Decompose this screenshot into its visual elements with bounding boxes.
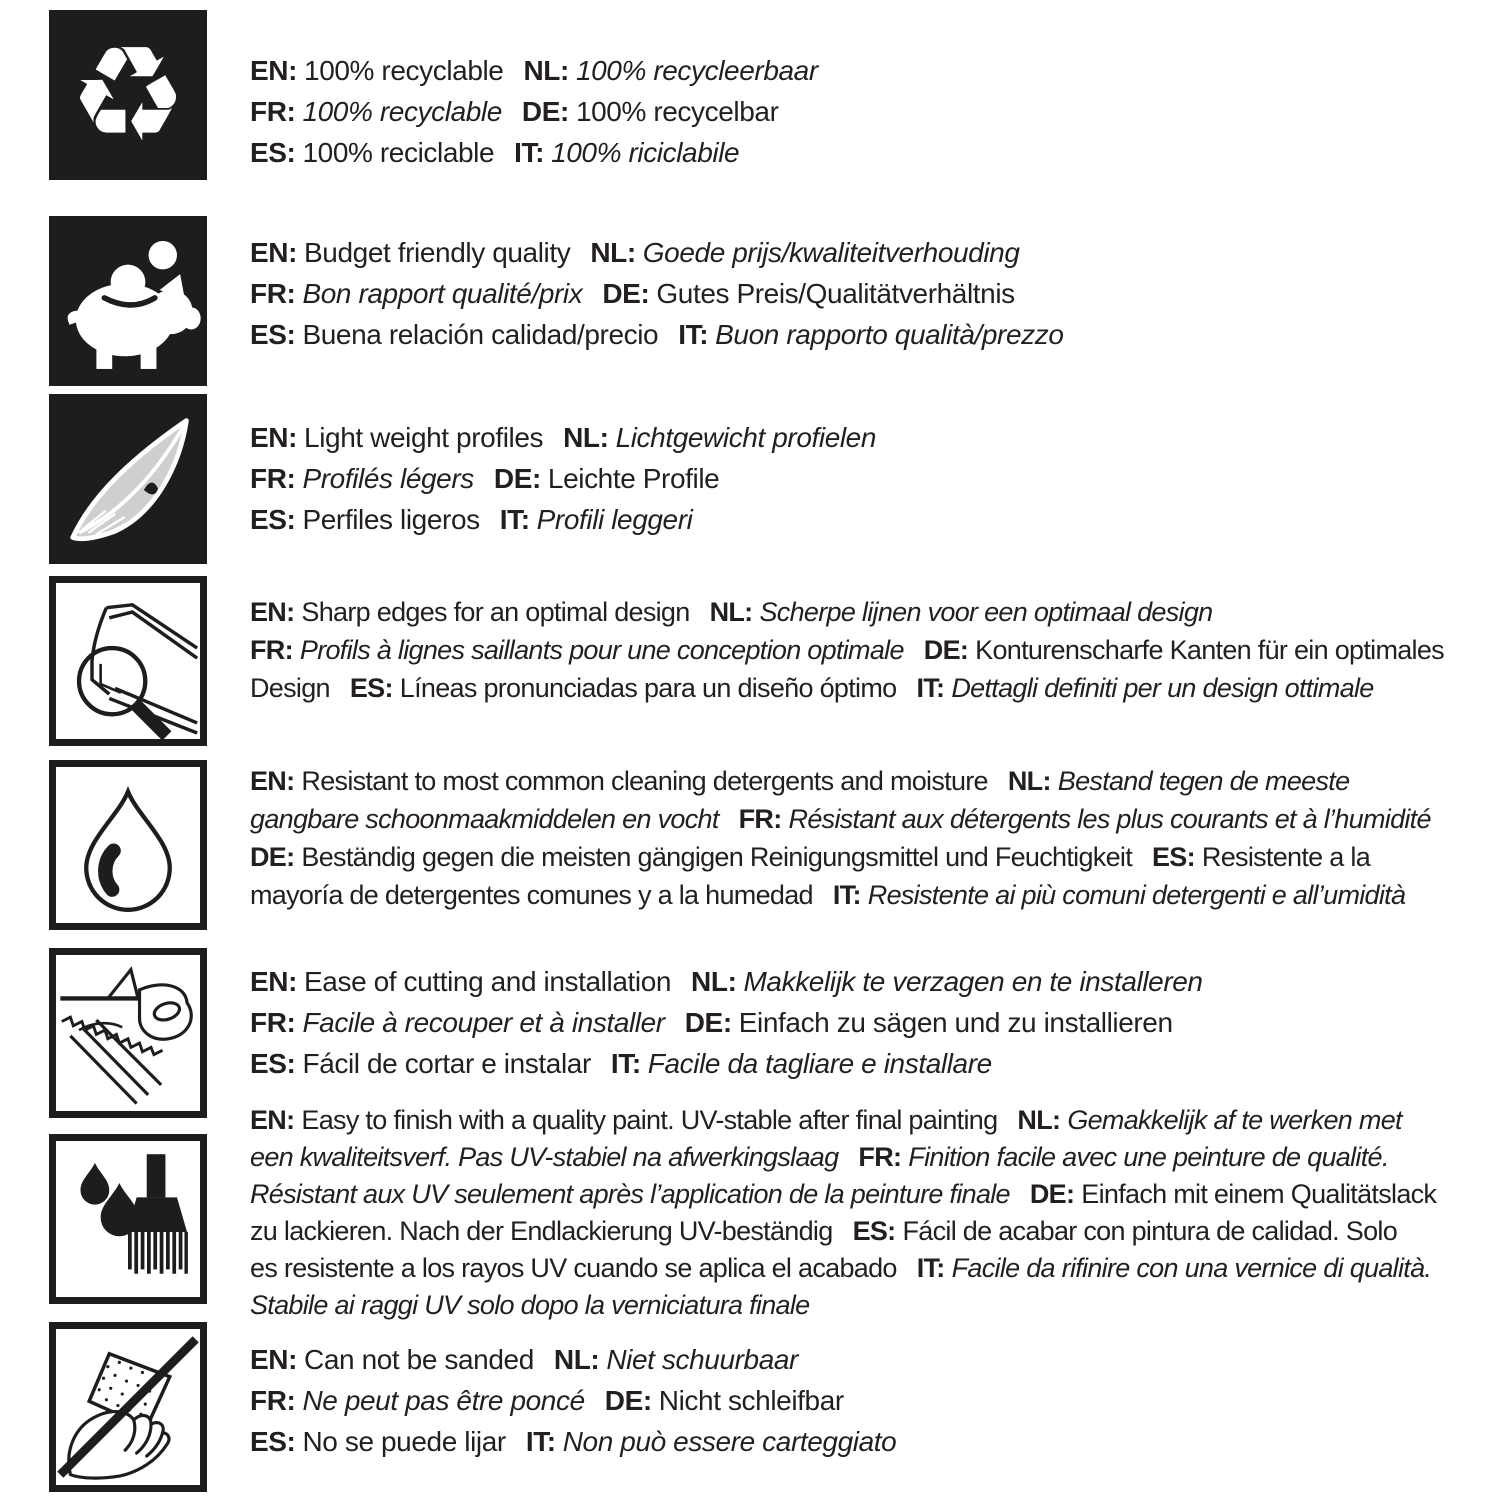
feather-icon <box>49 394 207 564</box>
lang-label: DE: <box>521 96 569 127</box>
text-line <box>250 273 1495 314</box>
lang-segment-en <box>250 766 988 796</box>
lang-text: Perfiles ligeros <box>302 504 480 535</box>
lang-text: Bestand tegen de meeste <box>1057 766 1350 796</box>
text-line <box>250 961 1495 1002</box>
text-line <box>250 1250 1495 1287</box>
feature-row <box>49 576 1494 746</box>
lang-segment-nl <box>563 422 876 453</box>
lang-label: IT: <box>832 880 861 910</box>
lang-text: Dettagli definiti per un design ottimale <box>951 673 1374 703</box>
lang-segment-de <box>605 1385 844 1416</box>
lang-text: Einfach zu sägen und zu installieren <box>738 1007 1173 1038</box>
lang-text: Nicht schleifbar <box>658 1385 844 1416</box>
lang-text: Profili leggeri <box>536 504 693 535</box>
lang-text: 100% recycleerbaar <box>575 55 818 86</box>
water-droplet-icon <box>49 760 207 930</box>
text-line <box>250 1002 1495 1043</box>
lang-text: Scherpe lijnen voor een optimaal design <box>759 597 1213 627</box>
lang-label: EN: <box>250 422 298 453</box>
text-line <box>250 838 1495 876</box>
lang-text: Easy to finish with a quality paint. UV-stable after final painting <box>301 1105 998 1135</box>
lang-label: EN: <box>250 1344 298 1375</box>
text-line <box>250 91 1495 132</box>
lang-text: Profilés légers <box>302 463 474 494</box>
lang-text: Buena relación calidad/precio <box>302 319 659 350</box>
lang-text: 100% riciclabile <box>551 137 740 168</box>
lang-segment-es <box>250 1426 506 1457</box>
lang-segment-it <box>514 137 739 168</box>
lang-label: IT: <box>514 137 545 168</box>
lang-text: Gutes Preis/Qualitätverhältnis <box>656 278 1015 309</box>
lang-text: Gemakkelijk af te werken met <box>1067 1105 1402 1135</box>
lang-text: gangbare schoonmaakmiddelen en vocht <box>250 804 719 834</box>
lang-text: Resistente a la <box>1201 842 1371 872</box>
lang-label: NL: <box>590 237 636 268</box>
lang-segment-nl <box>1008 766 1350 796</box>
lang-segment-continuation <box>250 673 330 703</box>
lang-segment-fr <box>250 1385 585 1416</box>
feature-text <box>250 593 1495 707</box>
sharp-edge-magnifier-icon <box>49 576 207 746</box>
lang-label: FR: <box>250 635 293 665</box>
lang-segment-en <box>250 422 543 453</box>
lang-label: NL: <box>1017 1105 1061 1135</box>
feature-row <box>49 1105 1494 1320</box>
text-line <box>250 417 1495 458</box>
lang-text: Finition facile avec une peinture de qualité. <box>908 1142 1389 1172</box>
feature-row <box>49 1322 1494 1492</box>
lang-label: DE: <box>684 1007 732 1038</box>
lang-text: Facile à recouper et à installer <box>302 1007 665 1038</box>
lang-label: NL: <box>1007 766 1051 796</box>
paint-brush-icon <box>49 1134 207 1304</box>
text-line <box>250 458 1495 499</box>
lang-text: es resistente a los rayos UV cuando se aplica el acabado <box>250 1253 897 1283</box>
feature-row <box>49 948 1494 1118</box>
lang-text: Resistant to most common cleaning detergents and moisture <box>301 766 988 796</box>
lang-label: ES: <box>1152 842 1195 872</box>
lang-text: Design <box>250 673 330 703</box>
lang-text: Einfach mit einem Qualitätslack <box>1081 1179 1437 1209</box>
text-line <box>250 1213 1495 1250</box>
lang-segment-de <box>602 278 1014 309</box>
saw-shape <box>56 955 200 1111</box>
lang-segment-en <box>250 597 690 627</box>
lang-text: 100% recyclable <box>302 96 502 127</box>
lang-segment-es <box>350 673 897 703</box>
lang-segment-de <box>494 463 719 494</box>
text-line <box>250 876 1495 914</box>
lang-text: Facile da rifinire con una vernice di qualità. <box>951 1253 1432 1283</box>
lang-label: IT: <box>610 1048 641 1079</box>
lang-text: Ease of cutting and installation <box>304 966 672 997</box>
lang-text: 100% recyclable <box>304 55 504 86</box>
feature-row <box>49 216 1494 386</box>
lang-text: Leichte Profile <box>547 463 720 494</box>
feature-text <box>250 1339 1495 1462</box>
lang-text: Buon rapporto qualità/prezzo <box>715 319 1064 350</box>
lang-segment-de <box>250 842 1132 872</box>
lang-label: IT: <box>916 1253 945 1283</box>
text-line <box>250 1043 1495 1084</box>
lang-segment-fr <box>858 1142 1388 1172</box>
paint-brush-shape <box>56 1141 200 1297</box>
lang-text: No se puede lijar <box>302 1426 506 1457</box>
text-line <box>250 1339 1495 1380</box>
lang-label: FR: <box>250 1385 296 1416</box>
lang-text: Ne peut pas être poncé <box>302 1385 585 1416</box>
lang-label: ES: <box>250 504 296 535</box>
feature-text <box>250 762 1495 914</box>
feature-text <box>250 232 1495 355</box>
lang-segment-fr <box>250 96 502 127</box>
lang-text: Líneas pronunciadas para un diseño óptimo <box>399 673 897 703</box>
lang-text: Non può essere carteggiato <box>562 1426 897 1457</box>
lang-label: IT: <box>678 319 709 350</box>
lang-label: NL: <box>553 1344 600 1375</box>
lang-segment-fr <box>250 635 904 665</box>
lang-label: EN: <box>250 1105 295 1135</box>
lang-label: EN: <box>250 766 295 796</box>
lang-segment-en <box>250 966 671 997</box>
text-line <box>250 1176 1495 1213</box>
feature-row <box>49 10 1494 180</box>
lang-text: een kwaliteitsverf. Pas UV-stabiel na afwerkingslaag <box>250 1142 839 1172</box>
lang-label: FR: <box>738 804 782 834</box>
lang-label: FR: <box>250 278 296 309</box>
lang-label: IT: <box>916 673 945 703</box>
lang-label: EN: <box>250 597 295 627</box>
lang-segment-fr <box>250 463 474 494</box>
feature-row <box>49 394 1494 564</box>
recycle-icon <box>49 10 207 180</box>
lang-label: NL: <box>691 966 737 997</box>
lang-label: NL: <box>709 597 753 627</box>
lang-segment-en <box>250 55 503 86</box>
text-line <box>250 232 1495 273</box>
lang-label: DE: <box>493 463 541 494</box>
lang-segment-de <box>924 635 1444 665</box>
lang-text: Lichtgewicht profielen <box>615 422 877 453</box>
text-line <box>250 800 1495 838</box>
lang-text: Resistente ai più comuni detergenti e all’umidità <box>867 880 1406 910</box>
lang-label: DE: <box>602 278 650 309</box>
no-sanding-icon <box>49 1322 207 1492</box>
lang-segment-continuation <box>250 1179 1010 1209</box>
lang-label: FR: <box>858 1142 902 1172</box>
lang-segment-nl <box>1017 1105 1401 1135</box>
lang-text: Bon rapport qualité/prix <box>302 278 583 309</box>
text-line <box>250 669 1495 707</box>
lang-segment-es <box>250 137 494 168</box>
piggy-bank-shape <box>49 216 207 386</box>
lang-text: Beständig gegen die meisten gängigen Reinigungsmittel und Feuchtigkeit <box>301 842 1132 872</box>
lang-label: ES: <box>250 1048 296 1079</box>
lang-text: Fácil de cortar e instalar <box>302 1048 591 1079</box>
lang-segment-continuation <box>250 1216 833 1246</box>
text-line <box>250 1380 1495 1421</box>
hand-saw-icon <box>49 948 207 1118</box>
lang-segment-it <box>611 1048 992 1079</box>
lang-label: ES: <box>349 673 393 703</box>
lang-label: IT: <box>499 504 530 535</box>
text-line <box>250 499 1495 540</box>
lang-text: Stabile ai raggi UV solo dopo la verniciatura finale <box>250 1290 810 1320</box>
lang-segment-es <box>250 319 658 350</box>
lang-segment-de <box>685 1007 1173 1038</box>
no-sanding-shape <box>56 1329 200 1485</box>
lang-label: DE: <box>1029 1179 1075 1209</box>
feature-text <box>250 961 1495 1084</box>
droplet-shape <box>56 767 200 923</box>
sharp-edge-shape <box>56 583 200 739</box>
lang-label: ES: <box>250 137 296 168</box>
lang-segment-es <box>853 1216 1397 1246</box>
lang-text: Profils à lignes saillants pour une conception optimale <box>299 635 904 665</box>
lang-text: Konturenscharfe Kanten für ein optimales <box>975 635 1444 665</box>
lang-segment-de <box>522 96 779 127</box>
lang-text: mayoría de detergentes comunes y a la humedad <box>250 880 813 910</box>
recycle-glyph: ♻ <box>68 18 188 172</box>
lang-segment-en <box>250 1105 997 1135</box>
lang-text: Résistant aux détergents les plus courants et à l’humidité <box>788 804 1431 834</box>
lang-label: DE: <box>604 1385 652 1416</box>
text-line <box>250 132 1495 173</box>
lang-segment-continuation <box>250 1142 838 1172</box>
lang-segment-en <box>250 1344 534 1375</box>
lang-segment-nl <box>554 1344 798 1375</box>
text-line <box>250 1421 1495 1462</box>
lang-segment-es <box>1152 842 1370 872</box>
lang-segment-continuation <box>250 1290 809 1320</box>
lang-text: Light weight profiles <box>304 422 544 453</box>
lang-label: IT: <box>525 1426 556 1457</box>
lang-segment-fr <box>250 278 582 309</box>
text-line <box>250 1102 1495 1139</box>
lang-text: Goede prijs/kwaliteitverhouding <box>642 237 1020 268</box>
lang-segment-it <box>916 673 1373 703</box>
lang-text: 100% recycelbar <box>575 96 779 127</box>
lang-segment-it <box>500 504 693 535</box>
lang-segment-it <box>678 319 1063 350</box>
lang-text: Sharp edges for an optimal design <box>301 597 690 627</box>
lang-text: zu lackieren. Nach der Endlackierung UV-beständig <box>250 1216 833 1246</box>
lang-text: Budget friendly quality <box>304 237 571 268</box>
lang-segment-en <box>250 237 570 268</box>
text-line <box>250 1139 1495 1176</box>
lang-segment-continuation <box>250 804 719 834</box>
lang-segment-it <box>833 880 1405 910</box>
lang-label: EN: <box>250 55 298 86</box>
text-line <box>250 593 1495 631</box>
feature-text <box>250 1102 1495 1324</box>
lang-segment-es <box>250 504 480 535</box>
text-line <box>250 50 1495 91</box>
lang-text: Facile da tagliare e installare <box>647 1048 992 1079</box>
lang-segment-de <box>1030 1179 1436 1209</box>
text-line <box>250 1287 1495 1324</box>
lang-label: FR: <box>250 463 296 494</box>
lang-segment-nl <box>523 55 817 86</box>
lang-segment-fr <box>739 804 1431 834</box>
lang-segment-nl <box>710 597 1213 627</box>
lang-segment-continuation <box>250 880 813 910</box>
lang-label: NL: <box>523 55 569 86</box>
feature-text <box>250 50 1495 173</box>
lang-text: Can not be sanded <box>304 1344 534 1375</box>
lang-segment-nl <box>691 966 1203 997</box>
piggy-bank-icon <box>49 216 207 386</box>
lang-text: Résistant aux UV seulement après l’application de la peinture finale <box>250 1179 1010 1209</box>
lang-text: Fácil de acabar con pintura de calidad. Solo <box>902 1216 1398 1246</box>
lang-text: Makkelijk te verzagen en te installeren <box>743 966 1203 997</box>
lang-label: FR: <box>250 96 296 127</box>
lang-label: DE: <box>923 635 969 665</box>
text-line <box>250 314 1495 355</box>
lang-label: ES: <box>250 1426 296 1457</box>
lang-segment-it <box>917 1253 1431 1283</box>
lang-label: ES: <box>250 319 296 350</box>
lang-label: EN: <box>250 966 298 997</box>
lang-segment-es <box>250 1048 591 1079</box>
lang-segment-fr <box>250 1007 665 1038</box>
lang-label: FR: <box>250 1007 296 1038</box>
feature-row <box>49 760 1494 930</box>
text-line <box>250 762 1495 800</box>
feather-shape <box>49 394 207 564</box>
lang-label: ES: <box>852 1216 896 1246</box>
lang-label: DE: <box>250 842 295 872</box>
feature-text <box>250 417 1495 540</box>
lang-label: NL: <box>563 422 609 453</box>
lang-segment-it <box>526 1426 897 1457</box>
lang-text: 100% reciclable <box>302 137 495 168</box>
text-line <box>250 631 1495 669</box>
lang-segment-nl <box>590 237 1019 268</box>
lang-text: Niet schuurbaar <box>606 1344 798 1375</box>
lang-segment-continuation <box>250 1253 897 1283</box>
lang-label: EN: <box>250 237 298 268</box>
